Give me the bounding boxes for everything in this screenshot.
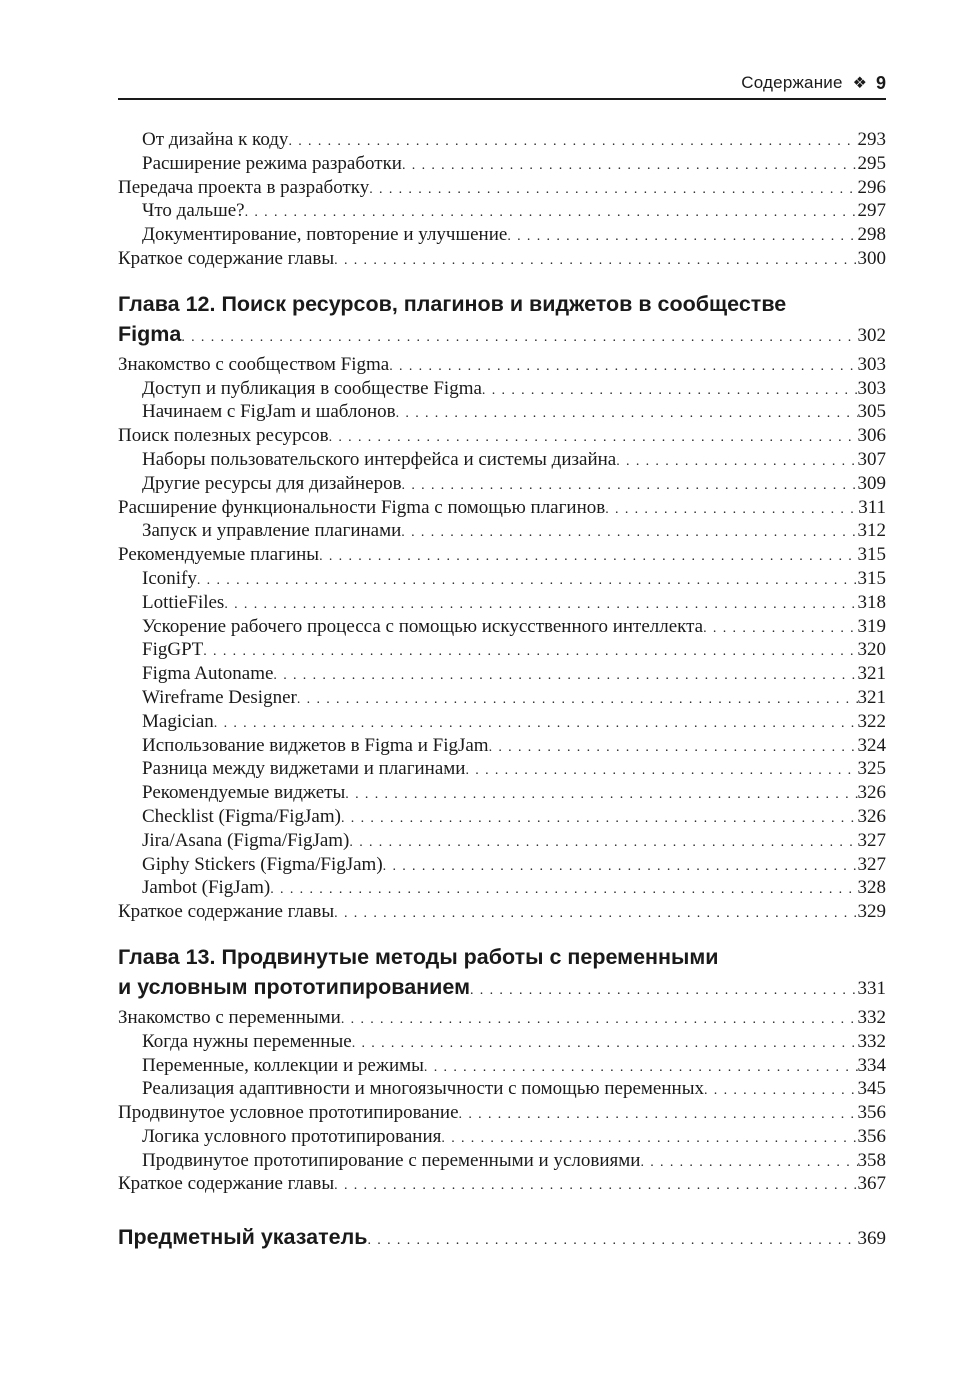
chapter-12-page: 302	[857, 324, 886, 346]
toc-entry[interactable]	[118, 853, 886, 877]
toc-entry-label: Magician	[142, 710, 214, 732]
toc-entry-page: 298	[857, 224, 886, 246]
toc-entry-label: Jira/Asana (Figma/FigJam)	[142, 829, 350, 851]
leader-dots	[329, 426, 858, 450]
leader-dots	[470, 976, 858, 1006]
toc-entry[interactable]	[118, 1030, 886, 1054]
leader-dots	[288, 130, 857, 154]
toc-entry-label: Передача проекта в разработку	[118, 176, 370, 198]
leader-dots	[402, 474, 858, 498]
toc-entry-page: 358	[857, 1149, 886, 1171]
leader-dots	[341, 807, 858, 831]
toc-entry-label: Наборы пользовательского интерфейса и системы дизайна	[142, 448, 617, 470]
toc-entry[interactable]	[118, 496, 886, 520]
chapter-12-entries	[118, 353, 886, 924]
toc-entry[interactable]	[118, 247, 886, 271]
chapter-13-title-line2: и условным прототипированием	[118, 974, 470, 999]
toc-entry-label: Реализация адаптивности и многоязычности с помощью переменных	[142, 1078, 704, 1100]
toc-entry[interactable]	[118, 472, 886, 496]
toc-entry[interactable]	[118, 781, 886, 805]
toc-entry-label: Разница между виджетами и плагинами	[142, 758, 466, 780]
toc-entry[interactable]	[118, 377, 886, 401]
toc-entry-page: 325	[857, 758, 886, 780]
chapter-13-title-line1: Глава 13. Продвинутые методы работы с переменными	[118, 944, 719, 969]
toc-entry-page: 327	[857, 853, 886, 875]
leader-dots	[345, 783, 857, 807]
leader-dots	[245, 201, 858, 225]
toc-entry-page: 300	[857, 247, 886, 269]
toc-entry-page: 311	[858, 496, 886, 518]
toc-entry-label: Продвинутое прототипирование с переменными и условиями	[142, 1149, 641, 1171]
leader-dots	[459, 1103, 858, 1127]
chapter-13-page: 331	[857, 977, 886, 999]
toc-entry[interactable]	[118, 734, 886, 758]
leader-dots	[507, 225, 857, 249]
leader-dots	[334, 1174, 857, 1198]
leader-dots	[465, 759, 857, 783]
leader-dots	[349, 831, 857, 855]
toc-entry-label: Доступ и публикация в сообществе Figma	[142, 377, 482, 399]
toc-entry-label: Начинаем с FigJam и шаблонов	[142, 401, 396, 423]
toc-entry-page: 293	[857, 129, 886, 150]
intro-entries	[118, 128, 886, 271]
toc-entry[interactable]	[118, 519, 886, 543]
toc-entry-page: 332	[857, 1030, 886, 1052]
toc-entry[interactable]	[118, 1054, 886, 1078]
chapter-12-title-line2: Figma	[118, 321, 182, 346]
toc-entry-label: Ускорение рабочего процесса с помощью искусственного интеллекта	[142, 615, 704, 637]
toc-entry-label: Запуск и управление плагинами	[142, 520, 402, 542]
running-header	[118, 70, 886, 96]
leader-dots	[224, 593, 857, 617]
toc-entry-page: 305	[857, 401, 886, 423]
toc-entry[interactable]	[118, 615, 886, 639]
toc-entry[interactable]	[118, 829, 886, 853]
toc-entry[interactable]	[118, 1101, 886, 1125]
toc-entry[interactable]	[118, 900, 886, 924]
toc-entry-page: 327	[857, 829, 886, 851]
toc-entry[interactable]	[118, 710, 886, 734]
toc-entry[interactable]	[118, 1006, 886, 1030]
leader-dots	[214, 712, 858, 736]
leader-dots	[383, 855, 858, 879]
toc-entry-page: 321	[857, 686, 886, 708]
index-heading[interactable]	[118, 1222, 886, 1252]
toc-entry-label: Краткое содержание главы	[118, 1173, 335, 1195]
leader-dots	[424, 1056, 858, 1080]
toc-entry-page: 320	[857, 639, 886, 661]
toc-entry-page: 306	[857, 425, 886, 447]
toc-entry-label: Jambot (FigJam)	[142, 877, 271, 899]
toc-entry-label: Знакомство с сообществом Figma	[118, 353, 390, 375]
toc-entry-page: 328	[857, 877, 886, 899]
toc-entry[interactable]	[118, 1077, 886, 1101]
index-row	[118, 1222, 886, 1252]
toc-entry[interactable]	[118, 543, 886, 567]
toc-entry-page: 312	[857, 520, 886, 542]
toc-entry-label: Переменные, коллекции и режимы	[142, 1054, 424, 1076]
leader-dots	[273, 664, 857, 688]
leader-dots	[319, 545, 857, 569]
toc-entry-label: Figma Autoname	[142, 663, 274, 685]
table-of-contents	[118, 128, 886, 1256]
toc-entry-page: 303	[857, 377, 886, 399]
toc-entry-label: Giphy Stickers (Figma/FigJam)	[142, 853, 383, 875]
toc-entry[interactable]	[118, 1172, 886, 1196]
leader-dots	[389, 355, 857, 379]
fleuron-icon: ❖	[852, 75, 867, 92]
toc-entry[interactable]	[118, 152, 886, 176]
toc-entry-page: 326	[857, 782, 886, 804]
leader-dots	[334, 249, 857, 273]
toc-entry-page: 356	[857, 1125, 886, 1147]
toc-entry-label: Продвинутое условное прототипирование	[118, 1102, 459, 1124]
toc-entry-label: От дизайна к коду	[142, 129, 289, 150]
leader-dots	[640, 1151, 857, 1175]
toc-entry-label: Iconify	[142, 567, 197, 589]
chapter-12-heading[interactable]	[118, 289, 886, 349]
leader-dots	[396, 402, 858, 426]
toc-entry-page: 326	[857, 805, 886, 827]
toc-entry-page: 296	[857, 176, 886, 198]
leader-dots	[703, 617, 857, 641]
toc-entry-label: Краткое содержание главы	[118, 247, 335, 269]
leader-dots	[203, 640, 857, 664]
header-page-number: 9	[875, 72, 886, 93]
toc-entry-label: Что дальше?	[142, 200, 245, 222]
leader-dots	[197, 569, 858, 593]
toc-entry[interactable]	[118, 757, 886, 781]
index-title: Предметный указатель	[118, 1225, 368, 1250]
toc-entry-page: 324	[857, 734, 886, 756]
toc-entry-page: 322	[857, 710, 886, 732]
toc-entry[interactable]	[118, 591, 886, 615]
toc-entry-label: LottieFiles	[142, 591, 225, 613]
leader-dots	[489, 736, 858, 760]
toc-entry-label: FigGPT	[142, 639, 204, 661]
toc-entry-page: 334	[857, 1054, 886, 1076]
toc-entry-page: 297	[857, 200, 886, 222]
leader-dots	[605, 498, 858, 522]
chapter-12-title-line1: Глава 12. Поиск ресурсов, плагинов и виджетов в сообществе	[118, 291, 787, 316]
index-page: 369	[857, 1228, 886, 1250]
header-title: Содержание	[741, 73, 843, 92]
leader-dots	[270, 878, 857, 902]
toc-entry[interactable]	[118, 662, 886, 686]
toc-entry[interactable]	[118, 400, 886, 424]
toc-entry-label: Знакомство с переменными	[118, 1006, 341, 1028]
toc-entry-page: 309	[857, 472, 886, 494]
toc-entry-page: 295	[857, 152, 886, 174]
leader-dots	[704, 1079, 858, 1103]
toc-entry-label: Краткое содержание главы	[118, 901, 335, 923]
leader-dots	[402, 154, 858, 178]
header-rule	[118, 98, 886, 100]
toc-entry-page: 315	[857, 567, 886, 589]
leader-dots	[181, 323, 857, 353]
toc-entry-label: Рекомендуемые плагины	[118, 544, 320, 566]
chapter-13-entries	[118, 1006, 886, 1196]
toc-entry-label: Логика условного прототипирования	[142, 1125, 442, 1147]
toc-entry[interactable]	[118, 876, 886, 900]
toc-entry[interactable]	[118, 353, 886, 377]
toc-entry[interactable]	[118, 199, 886, 223]
leader-dots	[441, 1127, 857, 1151]
toc-entry[interactable]	[118, 638, 886, 662]
toc-entry[interactable]	[118, 448, 886, 472]
leader-dots	[297, 688, 858, 712]
leader-dots	[482, 379, 858, 403]
toc-entry[interactable]	[118, 424, 886, 448]
toc-entry-page: 319	[857, 615, 886, 637]
toc-entry-page: 329	[857, 901, 886, 923]
leader-dots	[369, 178, 857, 202]
toc-entry-page: 332	[857, 1006, 886, 1028]
toc-entry[interactable]	[118, 1149, 886, 1173]
toc-entry[interactable]	[118, 1125, 886, 1149]
toc-entry-page: 315	[857, 544, 886, 566]
toc-entry[interactable]	[118, 567, 886, 591]
chapter-12-title-row	[118, 319, 886, 349]
toc-entry-page: 303	[857, 353, 886, 375]
toc-entry[interactable]	[118, 176, 886, 200]
toc-entry-label: Checklist (Figma/FigJam)	[142, 805, 341, 827]
leader-dots	[616, 450, 857, 474]
toc-entry-page: 321	[857, 663, 886, 685]
toc-entry-label: Другие ресурсы для дизайнеров	[142, 472, 402, 494]
toc-entry-label: Wireframe Designer	[142, 686, 297, 708]
toc-entry[interactable]	[118, 686, 886, 710]
chapter-13-title-row	[118, 972, 886, 1002]
toc-entry-label: Рекомендуемые виджеты	[142, 782, 346, 804]
toc-entry-page: 345	[857, 1078, 886, 1100]
toc-entry[interactable]	[118, 805, 886, 829]
toc-entry[interactable]	[118, 128, 886, 152]
toc-entry-page: 318	[857, 591, 886, 613]
chapter-13-heading[interactable]	[118, 942, 886, 1002]
leader-dots	[341, 1008, 858, 1032]
toc-entry-label: Расширение функциональности Figma с помощью плагинов	[118, 496, 606, 518]
toc-entry-label: Когда нужны переменные	[142, 1030, 352, 1052]
leader-dots	[401, 521, 857, 545]
toc-entry-label: Документирование, повторение и улучшение	[142, 224, 508, 246]
leader-dots	[334, 902, 857, 926]
toc-entry-page: 307	[857, 448, 886, 470]
toc-entry-page: 356	[857, 1102, 886, 1124]
toc-entry-label: Расширение режима разработки	[142, 152, 402, 174]
toc-entry-page: 367	[857, 1173, 886, 1195]
leader-dots	[352, 1032, 858, 1056]
toc-entry-label: Поиск полезных ресурсов	[118, 425, 329, 447]
toc-entry[interactable]	[118, 223, 886, 247]
leader-dots	[368, 1226, 858, 1256]
toc-entry-label: Использование виджетов в Figma и FigJam	[142, 734, 489, 756]
